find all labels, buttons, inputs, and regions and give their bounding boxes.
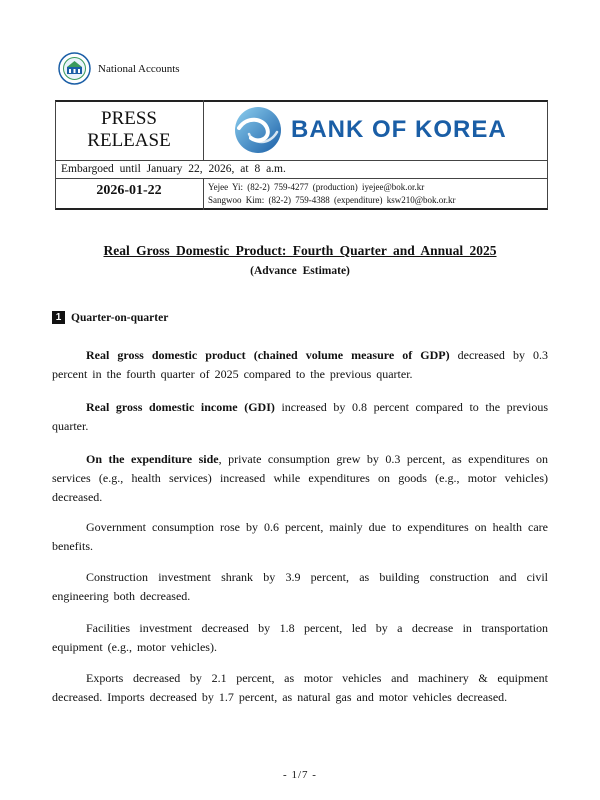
- embargo-notice: Embargoed until January 22, 2026, at 8 a.m.: [61, 163, 286, 175]
- contact-expenditure: Sangwoo Kim: (82-2) 759-4388 (expenditure) ksw210@bok.or.kr: [208, 195, 456, 205]
- paragraph-trade-body: Exports decreased by 2.1 percent, as motor vehicles and machinery & equipment decreased. Imports decreased by 1.7 percent, as natural gas and motor vehicles decreased.: [52, 671, 548, 704]
- paragraph-gdi-body: increased by 0.8 percent compared to the previous quarter.: [52, 400, 548, 433]
- paragraph-government-body: Government consumption rose by 0.6 percent, mainly due to expenditures on health care benefits.: [52, 520, 548, 553]
- department-tag: [58, 52, 180, 85]
- paragraph-expenditure-lead: On the expenditure side: [86, 452, 219, 466]
- bok-logo-icon: [233, 106, 283, 154]
- paragraph-gdi: [52, 398, 548, 436]
- page-number: - 1/7 -: [283, 769, 317, 781]
- paragraph-facilities-body: Facilities investment decreased by 1.8 percent, led by a decrease in transportation equipment (e.g., motor vehicles).: [52, 621, 548, 654]
- paragraph-construction: [52, 568, 548, 606]
- document-title: Real Gross Domestic Product: Fourth Quarter and Annual 2025: [103, 243, 497, 258]
- press-word: PRESS: [101, 108, 157, 129]
- document-subtitle: (Advance Estimate): [250, 265, 350, 277]
- bank-name: BANK OF KOREA: [291, 116, 507, 143]
- contacts: [208, 181, 456, 207]
- release-date: 2026-01-22: [96, 183, 162, 198]
- bok-seal-icon: [58, 52, 91, 85]
- press-release-label: [55, 108, 203, 152]
- paragraph-gdp-body: decreased by 0.3 percent in the fourth quarter of 2025 compared to the previous quarter.: [52, 348, 548, 381]
- section-number: 1: [52, 311, 65, 324]
- paragraph-expenditure: [52, 450, 548, 507]
- paragraph-trade: [52, 669, 548, 707]
- paragraph-construction-body: Construction investment shrank by 3.9 percent, as building construction and civil engineering both decreased.: [52, 570, 548, 603]
- contact-production: Yejee Yi: (82-2) 759-4277 (production) iyejee@bok.or.kr: [208, 182, 425, 192]
- paragraph-facilities: [52, 619, 548, 657]
- paragraph-gdp: [52, 346, 548, 384]
- paragraph-gdp-lead: Real gross domestic product (chained volume measure of GDP): [86, 348, 450, 362]
- paragraph-government: [52, 518, 548, 556]
- press-release-box: [55, 100, 548, 210]
- release-word: RELEASE: [87, 130, 171, 151]
- section-label: Quarter-on-quarter: [71, 311, 169, 324]
- paragraph-gdi-lead: Real gross domestic income (GDI): [86, 400, 275, 414]
- paragraph-expenditure-body: , private consumption grew by 0.3 percent, as expenditures on services (e.g., health services) increased while expenditures on goods (e.g., motor vehicles) decreased.: [52, 452, 548, 504]
- department-label: National Accounts: [98, 62, 180, 75]
- section-heading: [52, 311, 168, 324]
- bank-logo: [233, 106, 507, 154]
